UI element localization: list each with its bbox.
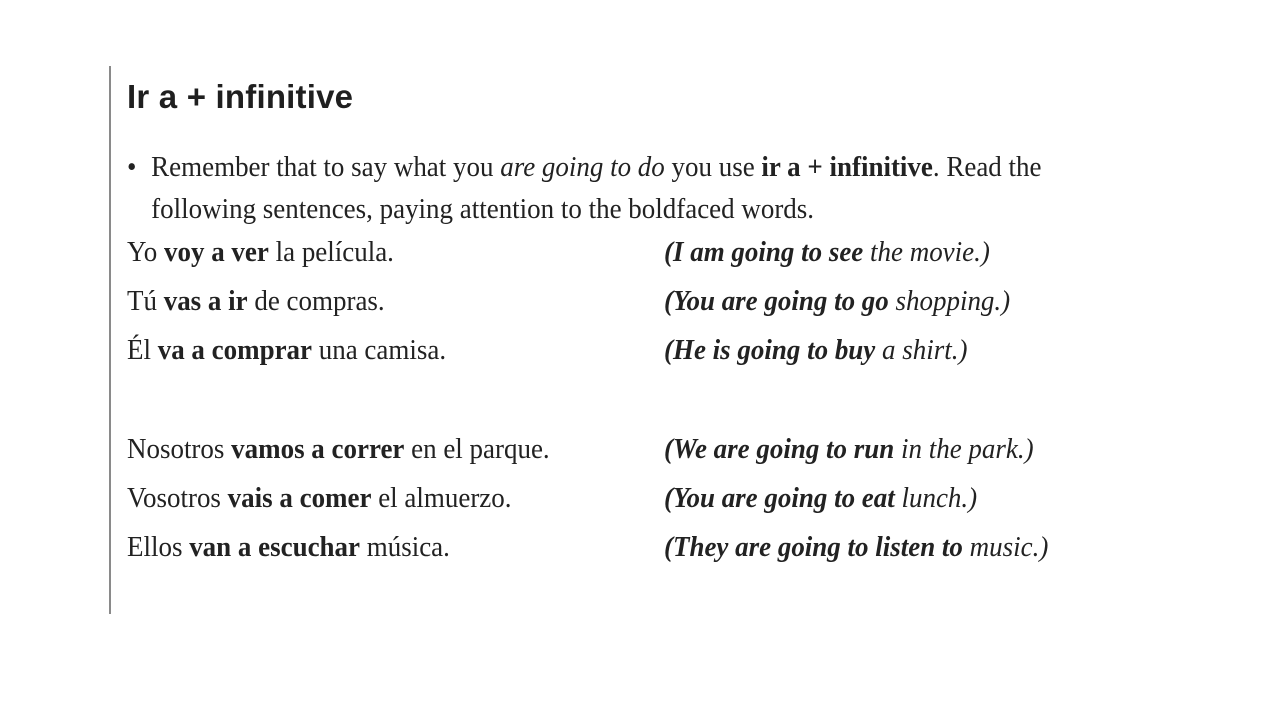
bullet-text	[151, 146, 1094, 230]
bullet-text-part: Remember that to say what you	[151, 151, 501, 183]
english-segment: shopping.)	[888, 285, 1011, 317]
bullet-text-part: you use	[664, 151, 762, 183]
spanish-segment: Él	[127, 334, 158, 366]
bullet-text-part: are going to do	[500, 151, 665, 183]
spanish-segment: vamos a correr	[231, 433, 405, 465]
spanish-segment: Tú	[127, 285, 164, 317]
example-spanish	[127, 285, 385, 318]
bullet-text-part: ir a + infinitive	[761, 151, 933, 183]
example-english	[664, 334, 967, 367]
example-english	[664, 236, 990, 269]
page-title: Ir a + infinitive	[127, 78, 354, 115]
spanish-segment: voy a ver	[164, 236, 269, 268]
english-segment: music.)	[962, 531, 1049, 563]
example-english	[664, 482, 977, 515]
spanish-segment: la película.	[268, 236, 394, 268]
spanish-segment: en el parque.	[404, 433, 550, 465]
english-segment: (He is going to buy	[664, 334, 876, 366]
example-spanish	[127, 531, 450, 564]
spanish-segment: van a escuchar	[189, 531, 361, 563]
spanish-segment: el almuerzo.	[371, 482, 512, 514]
example-english	[664, 285, 1010, 318]
english-segment: (I am going to see	[664, 236, 864, 268]
english-segment: (They are going to listen to	[664, 531, 963, 563]
left-margin-rule	[109, 66, 111, 614]
english-segment: (We are going to run	[664, 433, 895, 465]
example-english	[664, 433, 1034, 466]
spanish-segment: música.	[360, 531, 450, 563]
example-spanish	[127, 334, 446, 367]
english-segment: a shirt.)	[875, 334, 968, 366]
spanish-segment: de compras.	[247, 285, 385, 317]
english-segment: in the park.)	[894, 433, 1034, 465]
english-segment: (You are going to go	[664, 285, 889, 317]
bullet-text-part: . Read the following sentences, paying attention to the boldfaced words.	[151, 151, 1042, 225]
english-segment: lunch.)	[894, 482, 978, 514]
spanish-segment: Nosotros	[127, 433, 232, 465]
spanish-segment: una camisa.	[312, 334, 447, 366]
spanish-segment: va a comprar	[157, 334, 313, 366]
bullet-icon: •	[127, 151, 137, 183]
spanish-segment: vais a comer	[227, 482, 372, 514]
example-spanish	[127, 433, 550, 466]
example-spanish	[127, 482, 512, 515]
example-english	[664, 531, 1048, 564]
spanish-segment: Vosotros	[127, 482, 228, 514]
spanish-segment: Yo	[127, 236, 165, 268]
example-spanish	[127, 236, 394, 269]
bullet-paragraph	[127, 146, 1094, 230]
english-segment: (You are going to eat	[664, 482, 895, 514]
spanish-segment: vas a ir	[163, 285, 248, 317]
spanish-segment: Ellos	[127, 531, 190, 563]
english-segment: the movie.)	[863, 236, 990, 268]
